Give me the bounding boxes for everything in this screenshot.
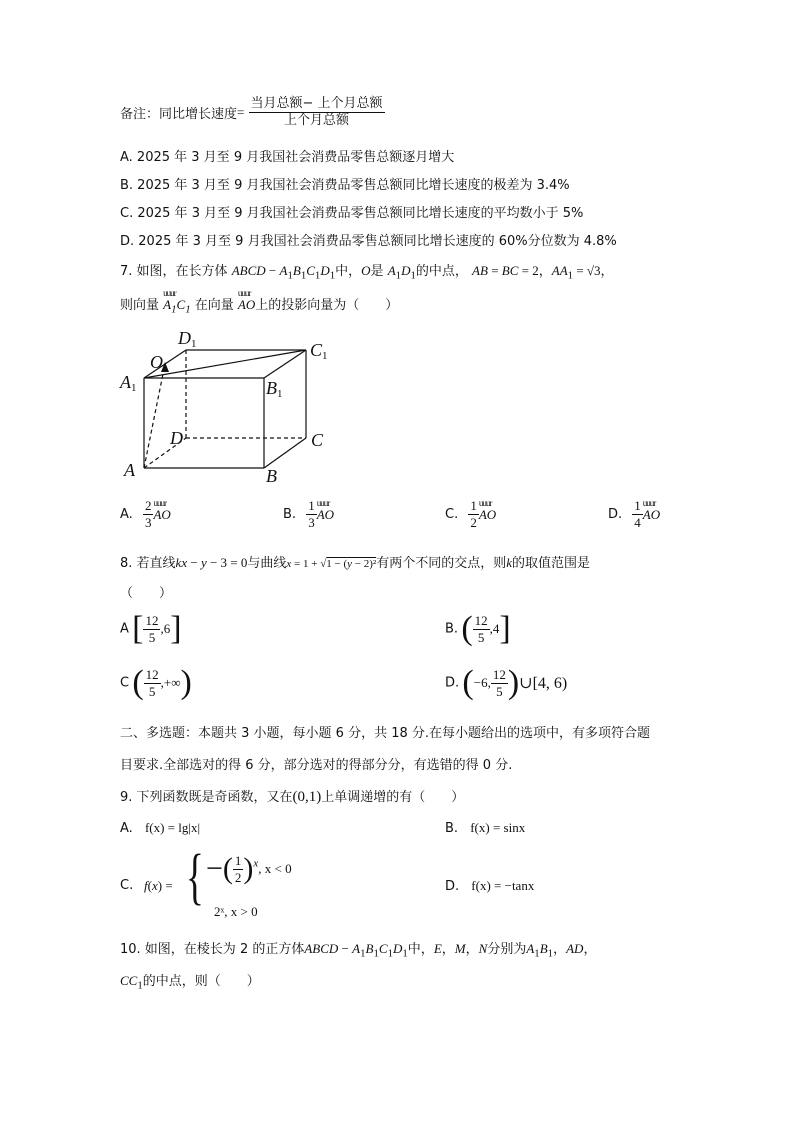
q8-option-b-fraction: $\frac{12}{5}$ bbox=[474, 612, 488, 645]
q8-text-a: 8. 若直线 bbox=[120, 556, 176, 571]
q7-stem-line1: 7. 如图，在长方体 ABCD − $A_1B_1C_1D_1$中，O是 $A_1D_1$的中点， AB = BC = 2，$AA_1 = √3$， bbox=[120, 263, 614, 282]
cuboid-figure bbox=[116, 326, 346, 486]
q7-option-c-fraction: $\frac{1}{2}$ bbox=[470, 498, 477, 530]
q7-stem-line2: 则向量 uuur $A_1C_1$ 在向量 uuur AO上的投影向量为（ ） bbox=[120, 294, 398, 316]
q10-text-b: 中， bbox=[407, 942, 434, 957]
q6-option-b: B. 2025 年 3 月至 9 月我国社会消费品零售总额同比增长速度的极差为 3.4% bbox=[120, 178, 570, 193]
q8-option-a-label: A bbox=[120, 621, 129, 637]
note-numerator: 当月总额− 上个月总额 bbox=[250, 96, 383, 111]
edge-b-c bbox=[264, 438, 306, 468]
q6-option-c: C. 2025 年 3 月至 9 月我国社会消费品零售总额同比增长速度的平均数小于 5% bbox=[120, 206, 584, 221]
label-a1: A1 bbox=[120, 372, 137, 394]
q7-text-e: 则向量 bbox=[120, 298, 160, 313]
q9-option-d bbox=[445, 878, 534, 894]
label-d: D bbox=[170, 428, 183, 448]
q8-option-b: B. ( $\frac{12}{5}$ ,4] bbox=[445, 610, 511, 647]
q9-option-a bbox=[120, 820, 200, 836]
q9-option-d-formula: f(x) = −tanx bbox=[471, 878, 535, 893]
q9-option-d-label: D. bbox=[445, 879, 460, 894]
label-b1: B1 bbox=[266, 378, 283, 400]
q7-text-c: 是 bbox=[370, 264, 384, 279]
q8-option-c: C ( $\frac{12}{5}$ ,+∞) bbox=[120, 664, 192, 701]
label-a: A bbox=[124, 460, 135, 480]
q7-option-b: B. $\frac{1}{3}$ uuur AO bbox=[283, 498, 334, 531]
q9-option-c-case2: 2ˣ, x > 0 bbox=[214, 904, 258, 919]
q9-option-c-case1: −( $\frac{1}{2}$ )$^x$, x < 0 bbox=[206, 852, 292, 885]
hidden-segment-a-o bbox=[144, 364, 165, 468]
q9-option-b bbox=[445, 820, 525, 836]
q7-text-g: 上的投影向量为（ ） bbox=[255, 298, 399, 313]
q8-option-d: D. (−6, $\frac{12}{5}$ )∪[4, 6) bbox=[445, 664, 568, 701]
q9-option-c-brace: { bbox=[186, 843, 204, 911]
q9-text-b: 上单调递增的有（ ） bbox=[321, 790, 465, 805]
label-c1: C1 bbox=[310, 340, 328, 362]
section-2-line2: 目要求.全部选对的得 6 分，部分选对的得部分分，有选错的得 0 分. bbox=[120, 758, 513, 773]
q8-option-c-label: C bbox=[120, 675, 130, 691]
q10-text-a: 10. 如图，在棱长为 2 的正方体 bbox=[120, 942, 305, 957]
q10-text-d: 的中点，则（ ） bbox=[142, 974, 260, 989]
q10-stem-line1: 10. 如图，在棱长为 2 的正方体ABCD − $A_1B_1C_1D_1$中，E，M，N分别为$A_1B_1$，AD， bbox=[120, 941, 597, 960]
q7-text-b: 中， bbox=[335, 264, 362, 279]
q8-option-d-label: D. bbox=[445, 675, 460, 691]
q8-option-b-label: B. bbox=[445, 621, 459, 637]
q8-text-c: 有两个不同的交点，则 bbox=[376, 556, 507, 571]
q8-text-d: 的取值范围是 bbox=[511, 556, 590, 571]
q9-option-a-label: A. bbox=[120, 821, 133, 836]
q9-option-b-formula: f(x) = sinx bbox=[470, 820, 526, 835]
q7-option-b-label: B. bbox=[283, 507, 297, 522]
q9-option-c-label: C. bbox=[120, 878, 134, 893]
diagonal-a1-c1 bbox=[144, 350, 306, 378]
q9-text-a: 9. 下列函数既是奇函数，又在 bbox=[120, 790, 293, 805]
q7-option-b-fraction: $\frac{1}{3}$ bbox=[308, 498, 315, 530]
q8-stem-line1: 8. 若直线kx − y − 3 = 0与曲线x = 1 + √1 − (y − 2)²有两个不同的交点，则k的取值范围是 bbox=[120, 555, 590, 571]
label-b: B bbox=[266, 466, 277, 486]
q7-option-a-label: A. bbox=[120, 507, 133, 522]
q7-text-d: 的中点， bbox=[415, 264, 468, 279]
q7-option-d: D. $\frac{1}{4}$ uuur AO bbox=[608, 498, 660, 531]
q9-interval: (0,1) bbox=[292, 789, 322, 805]
q7-text-f: 在向量 bbox=[194, 298, 234, 313]
q6-option-a: A. 2025 年 3 月至 9 月我国社会消费品零售总额逐月增大 bbox=[120, 150, 455, 165]
q9-stem bbox=[120, 786, 464, 806]
q10-stem-line2: $CC_1$的中点，则（ ） bbox=[120, 973, 260, 992]
q8-option-c-fraction: $\frac{12}{5}$ bbox=[145, 666, 159, 699]
section-2-line1: 二、多选题：本题共 3 小题，每小题 6 分，共 18 分.在每小题给出的选项中，有多项符合题 bbox=[120, 726, 651, 741]
label-o: O bbox=[150, 352, 163, 372]
q10-text-c: 分别为 bbox=[487, 942, 527, 957]
q9-option-a-formula: f(x) = lg|x| bbox=[144, 820, 201, 835]
q8-option-a: A [ $\frac{12}{5}$ ,6] bbox=[120, 610, 182, 647]
q9-option-b-label: B. bbox=[445, 821, 459, 836]
q8-option-d-fraction: $\frac{12}{5}$ bbox=[492, 666, 506, 699]
note-prefix: 备注：同比增长速度 bbox=[120, 107, 238, 122]
q8-stem-line2: （ ） bbox=[120, 586, 173, 601]
q7-option-d-fraction: $\frac{1}{4}$ bbox=[634, 498, 641, 530]
q7-option-d-label: D. bbox=[608, 507, 623, 522]
q7-text-a: 7. 如图，在长方体 bbox=[120, 264, 228, 279]
q7-option-c: C. $\frac{1}{2}$ uuur AO bbox=[445, 498, 496, 531]
note-fraction bbox=[249, 96, 385, 129]
q8-text-b: 与曲线 bbox=[247, 556, 287, 571]
label-d1: D1 bbox=[178, 328, 197, 350]
q8-option-a-fraction: $\frac{12}{5}$ bbox=[145, 612, 159, 645]
q7-option-c-label: C. bbox=[445, 507, 459, 522]
label-c: C bbox=[311, 430, 324, 450]
q7-option-a-fraction: $\frac{2}{3}$ bbox=[144, 498, 152, 530]
q7-option-a: A. $\frac{2}{3}$ uuur AO bbox=[120, 498, 171, 531]
note: 备注：同比增长速度= $\frac{\text{当月总额− 上个月总额}}{\text{上个月总额}}$ bbox=[120, 96, 383, 128]
q6-option-d: D. 2025 年 3 月至 9 月我国社会消费品零售总额同比增长速度的 60%分位数为 4.8% bbox=[120, 234, 617, 249]
note-denominator: 上个月总额 bbox=[284, 113, 350, 128]
